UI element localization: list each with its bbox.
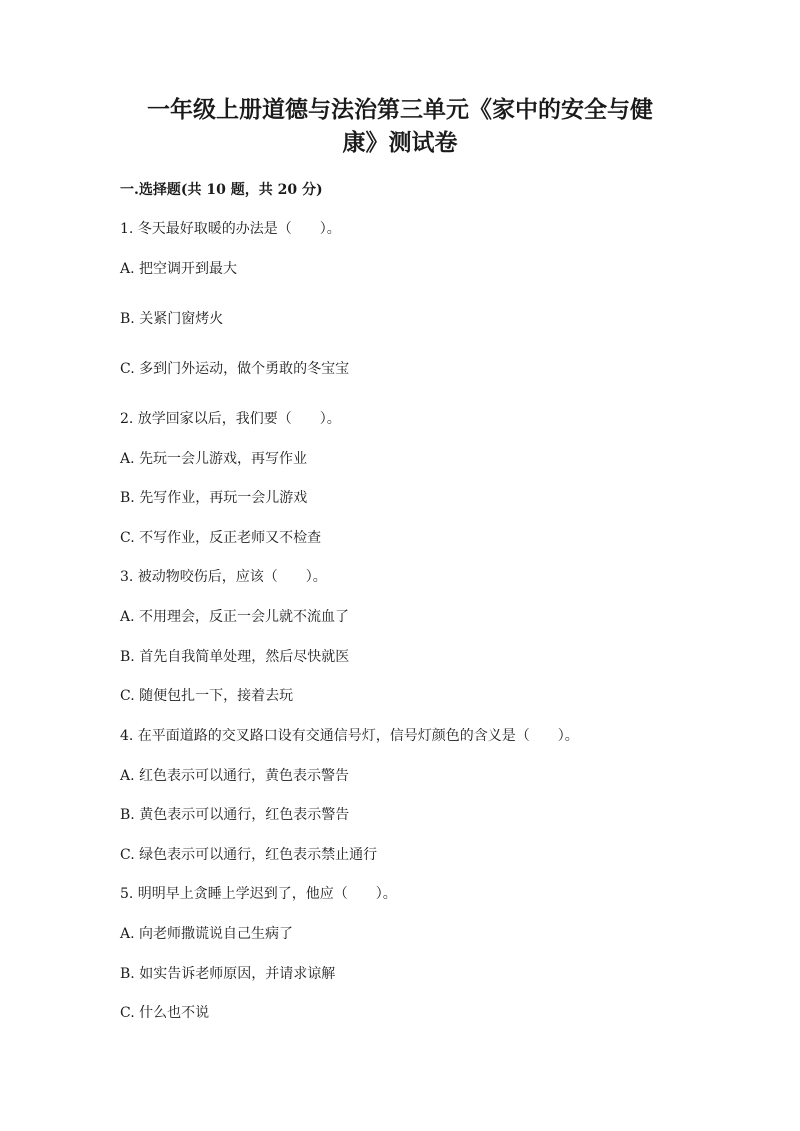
section-heading: 一.选择题(共 10 题，共 20 分)	[120, 182, 323, 198]
question-3-stem: 3. 被动物咬伤后，应该（ ）。	[120, 569, 327, 585]
question-3-option-b: B. 首先自我简单处理，然后尽快就医	[120, 649, 350, 665]
question-3-option-a: A. 不用理会，反正一会儿就不流血了	[120, 609, 350, 625]
question-3-option-c: C. 随便包扎一下，接着去玩	[120, 688, 294, 704]
question-5-stem: 5. 明明早上贪睡上学迟到了，他应（ ）。	[120, 886, 397, 902]
question-2-option-b: B. 先写作业，再玩一会儿游戏	[120, 490, 308, 506]
title-line-1: 一年级上册道德与法治第三单元《家中的安全与健	[147, 96, 653, 123]
title-line-2: 康》测试卷	[342, 129, 458, 156]
question-1-stem: 1. 冬天最好取暖的办法是（ ）。	[120, 221, 341, 237]
question-2-option-a: A. 先玩一会儿游戏，再写作业	[120, 451, 308, 467]
page-title	[100, 93, 700, 159]
question-1-option-a: A. 把空调开到最大	[120, 261, 238, 277]
question-5-option-c: C. 什么也不说	[120, 1005, 210, 1021]
question-5-option-a: A. 向老师撒谎说自己生病了	[120, 926, 294, 942]
question-4-option-a: A. 红色表示可以通行，黄色表示警告	[120, 768, 350, 784]
question-4-option-c: C. 绿色表示可以通行，红色表示禁止通行	[120, 847, 378, 863]
question-2-stem: 2. 放学回家以后，我们要（ ）。	[120, 411, 341, 427]
question-1-option-b: B. 关紧门窗烤火	[120, 311, 224, 327]
question-4-stem: 4. 在平面道路的交叉路口设有交通信号灯，信号灯颜色的含义是（ ）。	[120, 728, 579, 744]
question-4-option-b: B. 黄色表示可以通行，红色表示警告	[120, 807, 350, 823]
question-5-option-b: B. 如实告诉老师原因，并请求谅解	[120, 966, 336, 982]
question-2-option-c: C. 不写作业，反正老师又不检查	[120, 530, 322, 546]
question-1-option-c: C. 多到门外运动，做个勇敢的冬宝宝	[120, 361, 350, 377]
